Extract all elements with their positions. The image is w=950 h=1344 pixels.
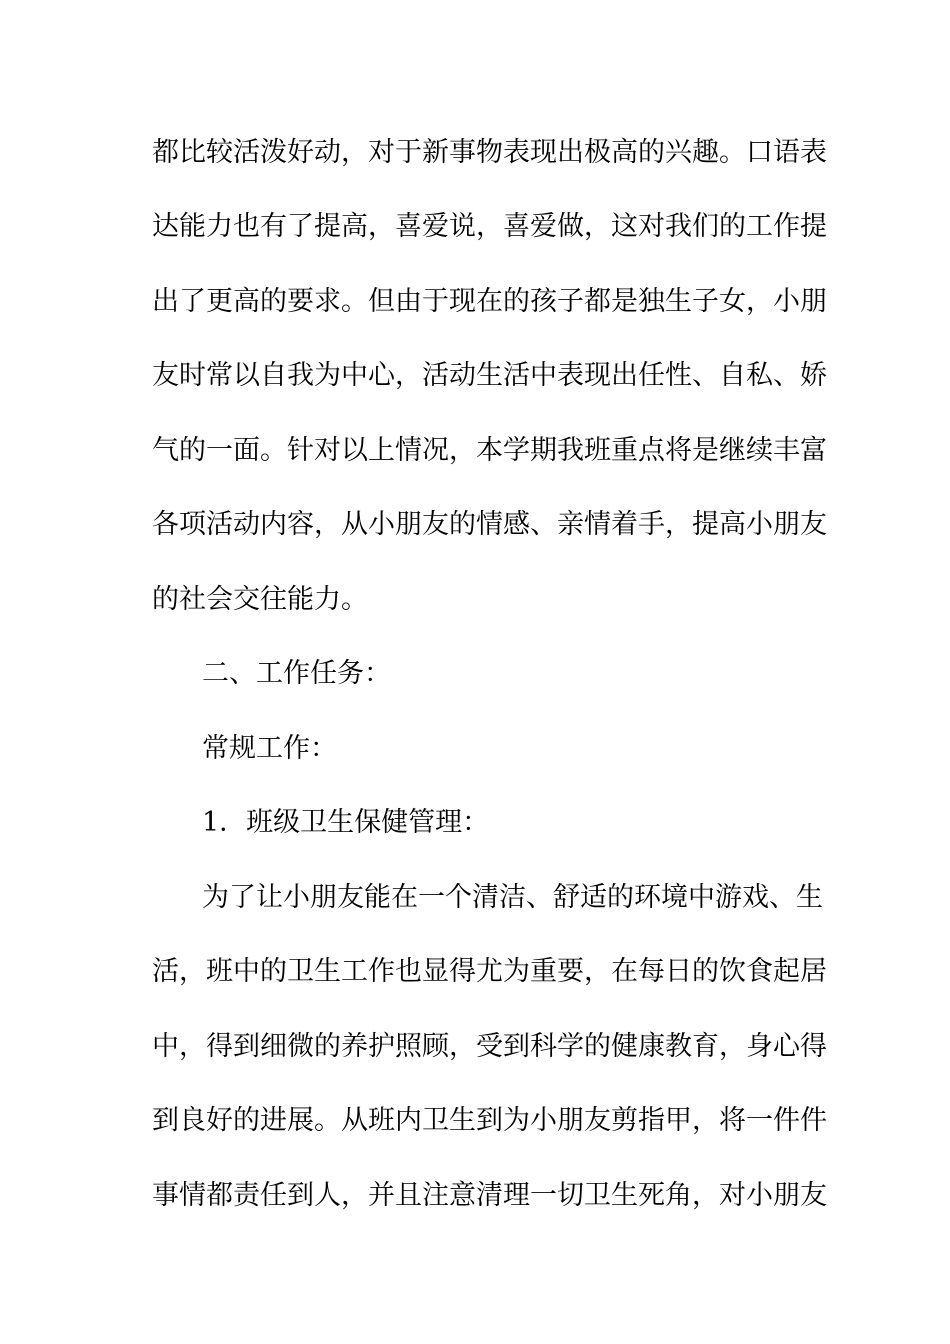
paragraph-line: 气的一面。针对以上情况，本学期我班重点将是继续丰富	[152, 435, 827, 466]
paragraph-line: 中，得到细微的养护照顾，受到科学的健康教育，身心得	[152, 1031, 827, 1062]
paragraph-line: 友时常以自我为中心，活动生活中表现出任性、自私、娇	[152, 360, 827, 391]
paragraph-line: 各项活动内容，从小朋友的情感、亲情着手，提高小朋友	[152, 509, 827, 540]
paragraph-line: 都比较活泼好动，对于新事物表现出极高的兴趣。口语表	[152, 137, 827, 168]
subsection-heading: 常规工作：	[202, 733, 337, 764]
paragraph-line: 的社会交往能力。	[152, 584, 368, 615]
paragraph-line: 到良好的进展。从班内卫生到为小朋友剪指甲，将一件件	[152, 1105, 827, 1136]
section-heading: 二、工作任务：	[202, 658, 391, 689]
numbered-item-heading: 1．班级卫生保健管理：	[202, 807, 490, 838]
paragraph-line: 为了让小朋友能在一个清洁、舒适的环境中游戏、生	[202, 882, 823, 913]
paragraph-line: 出了更高的要求。但由于现在的孩子都是独生子女，小朋	[152, 286, 827, 317]
paragraph-line: 活，班中的卫生工作也显得尤为重要，在每日的饮食起居	[152, 956, 827, 987]
paragraph-line: 达能力也有了提高，喜爱说，喜爱做，这对我们的工作提	[152, 211, 827, 242]
paragraph-line: 事情都责任到人，并且注意清理一切卫生死角，对小朋友	[152, 1180, 827, 1211]
